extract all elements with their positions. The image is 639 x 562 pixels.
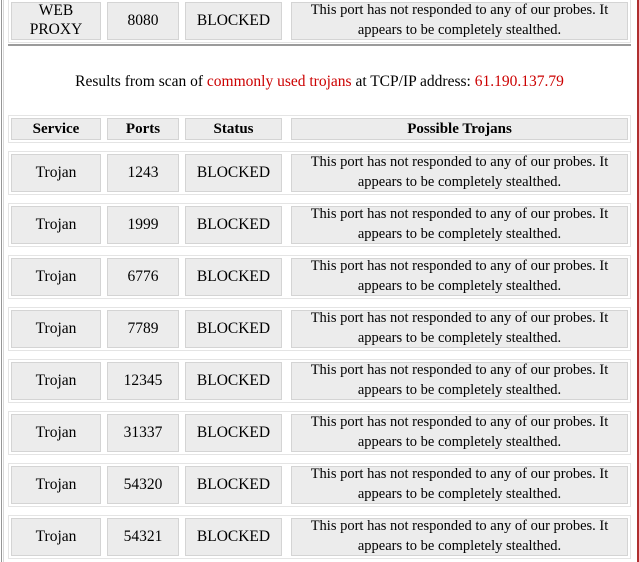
description-cell: This port has not responded to any of our probes. It appears to be completely stealthed.: [291, 206, 628, 244]
service-cell: Trojan: [11, 258, 101, 296]
heading-middle: at TCP/IP address:: [351, 73, 475, 90]
header-status: Status: [185, 118, 282, 140]
service-cell: Trojan: [11, 362, 101, 400]
description-cell: This port has not responded to any of our probes. It appears to be completely stealthed.: [291, 414, 628, 452]
service-cell: Trojan: [11, 518, 101, 556]
status-cell: BLOCKED: [185, 310, 282, 348]
status-cell: BLOCKED: [185, 2, 282, 40]
description-cell: This port has not responded to any of our probes. It appears to be completely stealthed.: [291, 258, 628, 296]
port-cell: 54320: [107, 466, 179, 504]
table-row: [8, 151, 631, 195]
table-bottom-rule: [8, 44, 631, 46]
table-row: [8, 515, 631, 559]
status-cell: BLOCKED: [185, 466, 282, 504]
service-cell: Trojan: [11, 414, 101, 452]
service-cell: WEB PROXY: [11, 2, 101, 40]
table-row: [8, 411, 631, 455]
description-cell: This port has not responded to any of our probes. It appears to be completely stealthed.: [291, 154, 628, 192]
table-row: [8, 203, 631, 247]
header-possible-trojans: Possible Trojans: [291, 118, 628, 140]
port-cell: 31337: [107, 414, 179, 452]
service-cell: Trojan: [11, 206, 101, 244]
header-service: Service: [11, 118, 101, 140]
web-proxy-table-row: [8, 0, 631, 43]
description-cell: This port has not responded to any of our probes. It appears to be completely stealthed.: [291, 466, 628, 504]
description-cell: This port has not responded to any of our probes. It appears to be completely stealthed.: [291, 310, 628, 348]
table-row: [8, 307, 631, 351]
scan-heading: [8, 73, 631, 91]
description-cell: This port has not responded to any of our probes. It appears to be completely stealthed.: [291, 2, 628, 40]
table-row: [8, 359, 631, 403]
scan-results-content: [8, 0, 631, 559]
table-row: [8, 255, 631, 299]
port-cell: 54321: [107, 518, 179, 556]
description-cell: This port has not responded to any of our probes. It appears to be completely stealthed.: [291, 362, 628, 400]
status-cell: BLOCKED: [185, 258, 282, 296]
page-left-border-line-light: [3, 0, 4, 562]
port-cell: 6776: [107, 258, 179, 296]
service-cell: Trojan: [11, 466, 101, 504]
status-cell: BLOCKED: [185, 414, 282, 452]
heading-ip-address: 61.190.137.79: [474, 73, 564, 90]
table-row: [8, 463, 631, 507]
port-cell: 12345: [107, 362, 179, 400]
service-cell: Trojan: [11, 310, 101, 348]
page-left-border-line: [1, 0, 2, 562]
status-cell: BLOCKED: [185, 206, 282, 244]
port-cell: 1999: [107, 206, 179, 244]
heading-prefix: Results from scan of: [75, 73, 207, 90]
port-cell: 7789: [107, 310, 179, 348]
status-cell: BLOCKED: [185, 518, 282, 556]
status-cell: BLOCKED: [185, 154, 282, 192]
port-cell: 1243: [107, 154, 179, 192]
service-cell: Trojan: [11, 154, 101, 192]
port-cell: 8080: [107, 2, 179, 40]
trojan-table-header-row: [8, 115, 631, 143]
description-cell: This port has not responded to any of our probes. It appears to be completely stealthed.: [291, 518, 628, 556]
status-cell: BLOCKED: [185, 362, 282, 400]
heading-trojans-highlight: commonly used trojans: [206, 73, 352, 90]
header-ports: Ports: [107, 118, 179, 140]
